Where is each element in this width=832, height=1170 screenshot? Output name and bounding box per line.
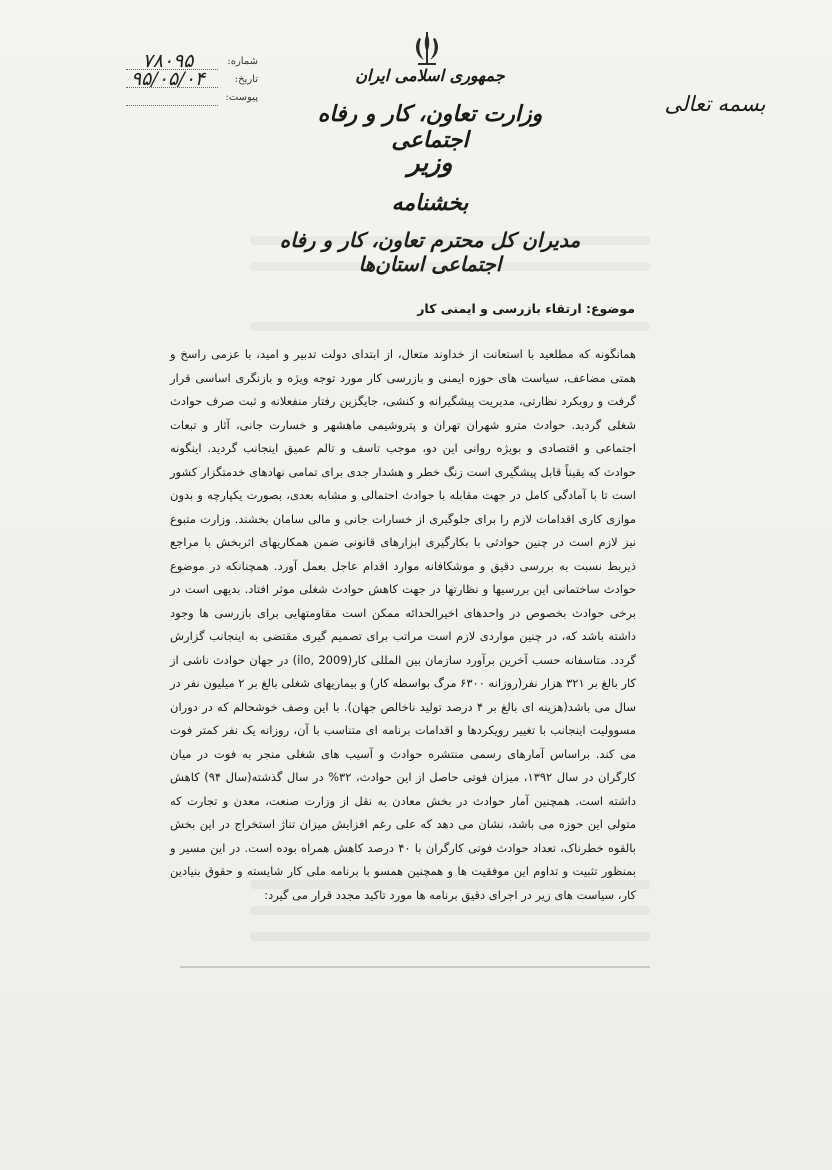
bismillah-heading: بسمه تعالی	[664, 92, 766, 116]
letter-meta-block	[118, 52, 258, 106]
show-through-text	[250, 932, 650, 941]
circular-title: بخشنامه	[391, 190, 469, 216]
republic-title: جمهوری اسلامی ایران	[355, 66, 505, 85]
paper-fold-line	[180, 966, 650, 968]
iran-emblem-icon	[410, 30, 444, 68]
letter-body: همانگونه که مطلعید با استعانت از خداوند متعال، از ابتدای دولت تدبیر و امید، با عزمی راسخ و همتی مضاعف، سیاست های حوزه ایمنی و بازرسی کار مورد توجه ویژه و بازنگری اساسی قرار گرفت و رویکرد نظارتی، مدیریت پیشگیرانه و کنشی، جایگزین رفتار منفعلانه و ثبت صرف حوادث شغلی گردید. حوادث مترو شهران تهران و پتروشیمی ماهشهر و خسارت جانی، آثار و تبعات اجتماعی و اقتصادی و بویژه روانی این دو، موجب تاسف و تالم عمیق اینجانب گردید. اینگونه حوادث که یقیناً قابل پیشگیری است زنگ خطر و هشدار جدی برای تمامی نهادهای خدمتگزار کشور است تا با آمادگی کامل در جهت مقابله با حوادث احتمالی و مشابه بعدی، بصورت یکپارچه و بدون موازی کاری اقدامات لازم را برای جلوگیری از خسارات جانی و مالی سامان بخشند. وزارت متبوع نیز لازم است در چنین حوادثی با بکارگیری ابزارهای قانونی ضمن همکاریهای اثربخش با مراجع ذیربط نسبت به بررسی دقیق و موشکافانه موارد اقدام عاجل بعمل آورد. همچنانکه در موضوع حوادث ساختمانی این بررسیها و نظارتها در جهت کاهش حوادث شغلی موثر افتاد. بدیهی است در برخی حوادث بخصوص در واحدهای اخیرالحدائه ممکن است مقاومتهایی برای بازرسی ها وجود داشته باشد که، در چنین مواردی لازم است مراتب برای تصمیم گیری مقتضی به اینجانب گزارش گردد. متاسفانه حسب آخرین برآورد سازمان بین المللی کار(ilo, 2009) در جهان حوادث ناشی از کار بالغ بر ۳۲۱ هزار نفر(روزانه ۶۳۰۰ مرگ بواسطه کار) و بیماریهای شغلی بالغ بر ۲ میلیون نفر در سال می باشد(هزینه ای بالغ بر ۴ درصد تولید ناخالص جهان). با این وصف خوشحالم که در دوران مسوولیت اینجانب با تغییر رویکردها و اقدامات برنامه ای متناسب با آن، روزانه یک نفر کمتر فوت می کند. براساس آمارهای رسمی منتشره حوادث و آسیب های شغلی منجر به فوت در میان کارگران در سال ۱۳۹۲، میزان فوتی حاصل از این حوادث، ۳۲% در سال گذشته(سال ۹۴) کاهش داشته است. همچنین آمار حوادث در بخش معادن به نقل از وزارت صنعت، معدن و تجارت که متولی این حوزه می باشد، نشان می دهد که علی رغم افزایش میزان تناژ استخراج در این بخش بالقوه خطرناک، تعداد حوادث فوتی کارگران با ۴۰ درصد کاهش همراه بوده است. در این مسیر و بمنظور تثبیت و تداوم این موفقیت ها و همچنین همسو با برنامه ملی کار شایسته و حقوق بنیادین کار، سیاست های زیر در اجرای دقیق برنامه ها مورد تاکید مجدد قرار می گیرد:	[169, 347, 637, 902]
show-through-text	[250, 262, 650, 271]
letter-subject: موضوع: ارتقاء بازرسی و ایمنی کار	[417, 301, 635, 316]
ministry-title: وزارت تعاون، کار و رفاه اجتماعی	[317, 101, 543, 153]
date-label: تاریخ:	[234, 74, 258, 85]
date-row	[118, 70, 258, 88]
show-through-text	[250, 906, 650, 915]
attachment-row	[118, 88, 258, 106]
addressee-line: مدیران کل محترم تعاون، کار و رفاه اجتماعی استان‌ها	[279, 228, 581, 276]
date-value: ۹۵/۰۵/۰۴	[130, 68, 206, 90]
minister-title: وزیر	[407, 148, 453, 177]
show-through-text	[250, 322, 650, 331]
attachment-label: پیوست:	[225, 92, 258, 103]
number-value: ۷۸۰۹۵	[142, 50, 194, 72]
attachment-underline	[126, 105, 218, 106]
show-through-text	[250, 236, 650, 245]
number-label: شماره:	[227, 56, 258, 67]
